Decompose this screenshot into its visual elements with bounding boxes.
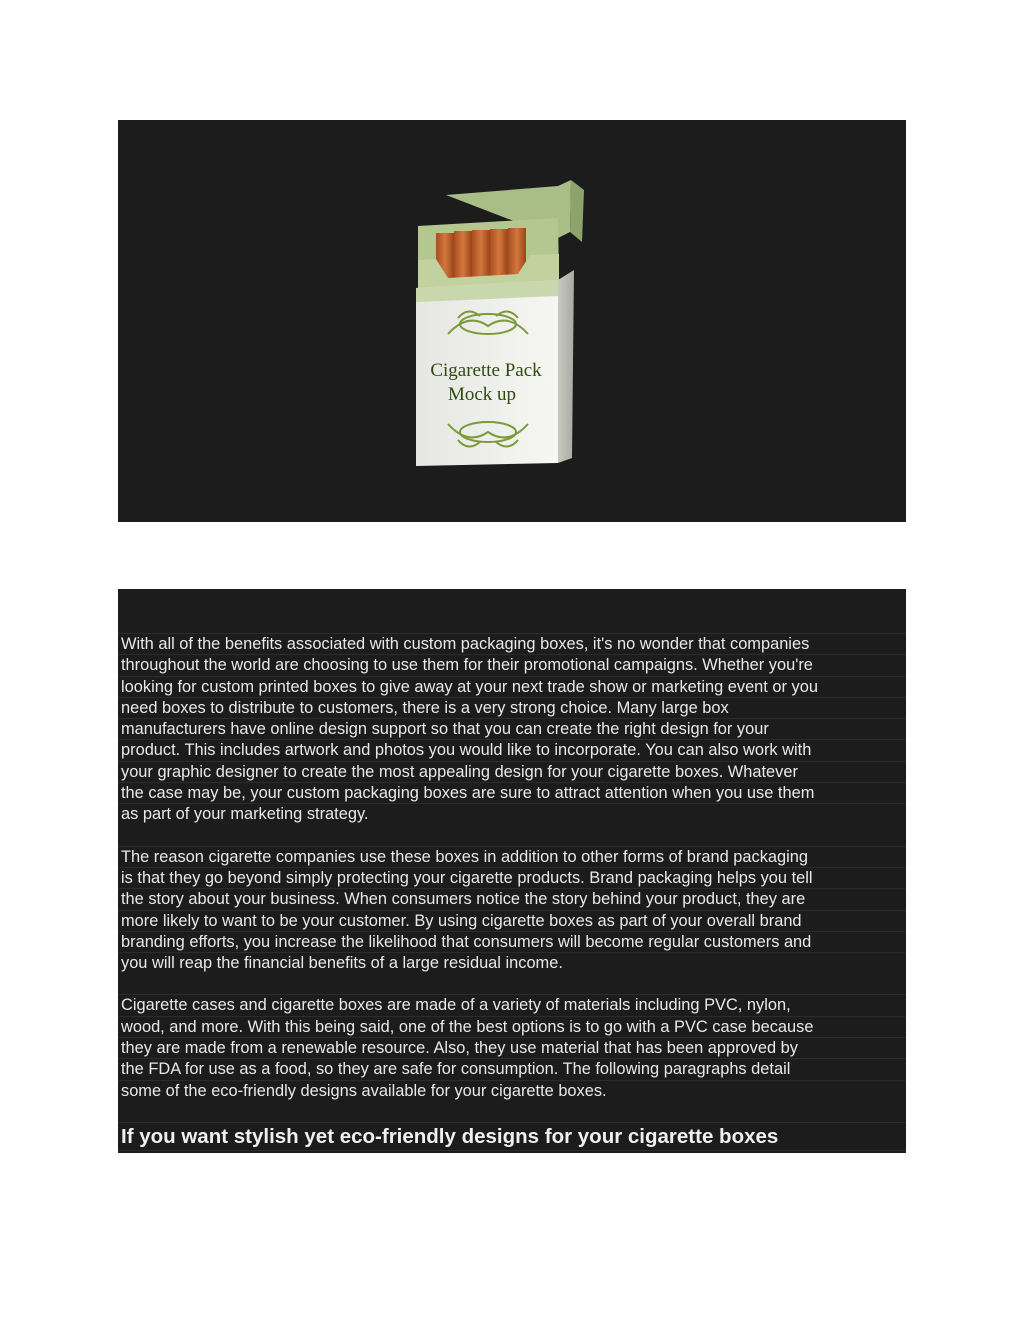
cigarettes	[436, 228, 526, 280]
text-line: manufacturers have online design support so that you can create the right design for your	[118, 718, 906, 739]
text-line: your graphic designer to create the most appealing design for your cigarette boxes. Whatever	[118, 761, 906, 782]
text-line: the FDA for use as a food, so they are safe for consumption. The following paragraphs detail	[118, 1058, 906, 1079]
text-line: need boxes to distribute to customers, there is a very strong choice. Many large box	[118, 697, 906, 718]
pack-text-line1: Cigarette Pack	[430, 360, 542, 381]
cigarette-pack-illustration	[118, 120, 906, 522]
text-line: With all of the benefits associated with custom packaging boxes, it's no wonder that companies	[118, 633, 906, 654]
pack-text-line2: Mock up	[447, 384, 517, 405]
paragraph-3	[118, 994, 906, 1100]
text-line: Cigarette cases and cigarette boxes are made of a variety of materials including PVC, nylon,	[118, 994, 906, 1015]
text-line: the story about your business. When consumers notice the story behind your product, they are	[118, 888, 906, 909]
text-line: some of the eco-friendly designs available for your cigarette boxes.	[118, 1080, 906, 1101]
text-line: branding efforts, you increase the likelihood that consumers will become regular customers and	[118, 931, 906, 952]
text-line: The reason cigarette companies use these boxes in addition to other forms of brand packaging	[118, 846, 906, 867]
text-line: you will reap the financial benefits of a large residual income.	[118, 952, 906, 973]
paragraph-2	[118, 846, 906, 974]
text-line: is that they go beyond simply protecting your cigarette products. Brand packaging helps you tell	[118, 867, 906, 888]
hero-image	[118, 120, 906, 522]
text-line: wood, and more. With this being said, one of the best options is to go with a PVC case because	[118, 1016, 906, 1037]
pack-side	[558, 270, 574, 463]
text-line: product. This includes artwork and photos you would like to incorporate. You can also work with	[118, 739, 906, 760]
text-line: the case may be, your custom packaging boxes are sure to attract attention when you use them	[118, 782, 906, 803]
article-body	[118, 589, 906, 1153]
text-line: they are made from a renewable resource. Also, they use material that has been approved by	[118, 1037, 906, 1058]
text-line: more likely to want to be your customer. By using cigarette boxes as part of your overall brand	[118, 910, 906, 931]
paragraph-1	[118, 633, 906, 825]
text-line: throughout the world are choosing to use them for their promotional campaigns. Whether you're	[118, 654, 906, 675]
text-line: as part of your marketing strategy.	[118, 803, 906, 824]
section-heading: If you want stylish yet eco-friendly designs for your cigarette boxes	[118, 1122, 906, 1151]
text-line: looking for custom printed boxes to give away at your next trade show or marketing event or you	[118, 676, 906, 697]
